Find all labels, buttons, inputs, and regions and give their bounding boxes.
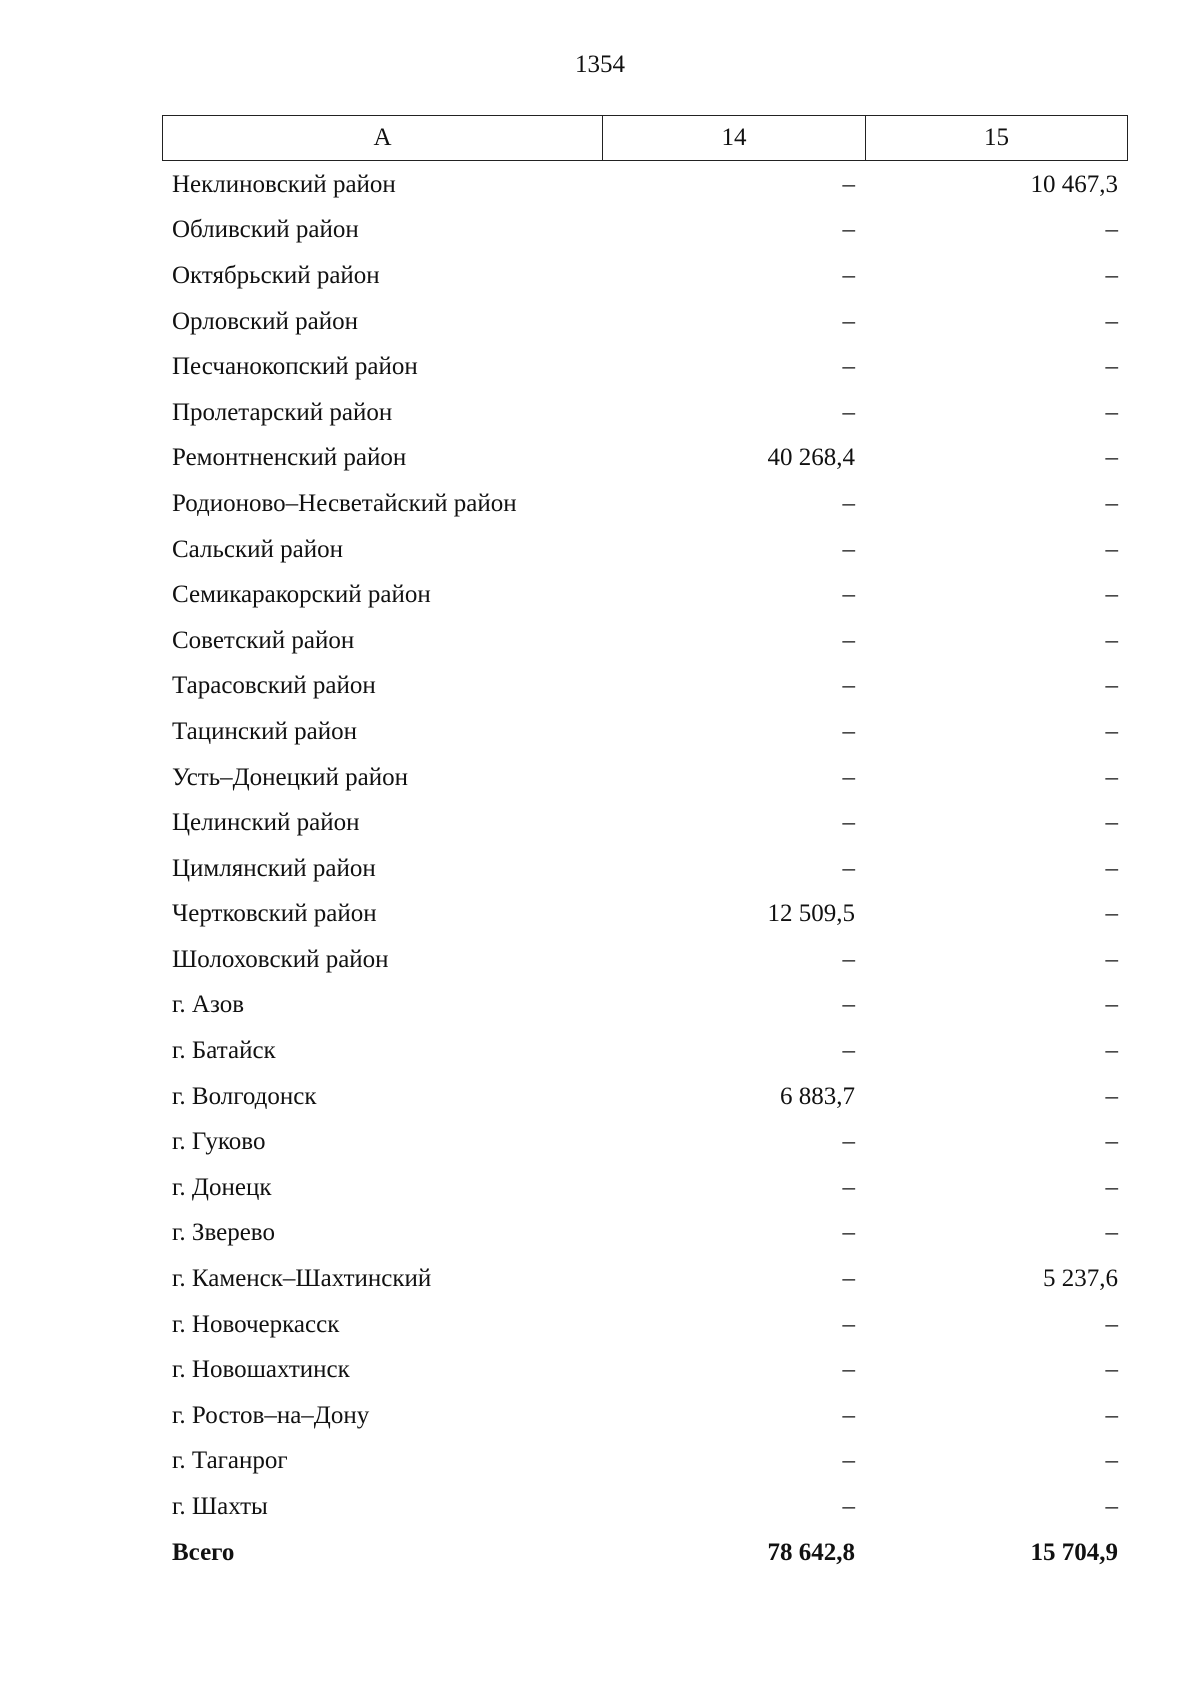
table-row <box>162 299 1128 345</box>
row-col15-cell: – <box>1105 1128 1118 1156</box>
table-row <box>162 800 1128 846</box>
row-col15-cell: 15 704,9 <box>1030 1538 1118 1566</box>
row-col15-cell: – <box>1105 854 1118 882</box>
row-col14-cell: – <box>842 1265 855 1293</box>
row-col15-cell: – <box>1105 489 1118 517</box>
row-name-cell: Тарасовский район <box>172 672 376 700</box>
row-col14-cell: – <box>842 1173 855 1201</box>
row-name-cell: Тацинский район <box>172 717 357 745</box>
row-col15-cell: – <box>1105 1447 1118 1475</box>
row-col14-cell: – <box>842 945 855 973</box>
row-col14-cell: 6 883,7 <box>780 1082 855 1110</box>
row-col15-cell: – <box>1105 945 1118 973</box>
header-cell-14: 14 <box>603 116 866 160</box>
row-col14-cell: – <box>842 1219 855 1247</box>
table-row <box>162 1211 1128 1257</box>
row-col14-cell: 78 642,8 <box>767 1538 855 1566</box>
row-col15-cell: – <box>1105 216 1118 244</box>
row-name-cell: Октябрьский район <box>172 261 380 289</box>
row-name-cell: Песчанокопский район <box>172 353 418 381</box>
row-col15-cell: – <box>1105 261 1118 289</box>
row-col15-cell: – <box>1105 1037 1118 1065</box>
header-cell-a: А <box>163 116 603 160</box>
row-col14-cell: – <box>842 1401 855 1429</box>
row-name-cell: Пролетарский район <box>172 398 393 426</box>
row-col14-cell: – <box>842 1037 855 1065</box>
table-row <box>162 1256 1128 1302</box>
data-table <box>162 115 1128 1575</box>
row-name-cell: Усть–Донецкий район <box>172 763 409 791</box>
row-name-cell: г. Донецк <box>172 1173 272 1201</box>
header-cell-15: 15 <box>984 124 1009 151</box>
row-col14-cell: – <box>842 763 855 791</box>
table-row <box>162 664 1128 710</box>
row-name-cell: г. Батайск <box>172 1037 276 1065</box>
row-name-cell: Орловский район <box>172 307 358 335</box>
row-col14-cell: – <box>842 170 855 198</box>
row-col15-cell: – <box>1105 1493 1118 1521</box>
row-name-cell: г. Каменск–Шахтинский <box>172 1265 432 1293</box>
row-col15-cell: – <box>1105 398 1118 426</box>
table-row <box>162 1028 1128 1074</box>
table-row <box>162 527 1128 573</box>
row-name-cell: Советский район <box>172 626 355 654</box>
row-name-cell: г. Шахты <box>172 1493 268 1521</box>
table-row <box>162 253 1128 299</box>
row-name-cell: г. Гуково <box>172 1128 266 1156</box>
row-col15-cell: – <box>1105 900 1118 928</box>
row-col15-cell: – <box>1105 809 1118 837</box>
row-name-cell: Семикаракорский район <box>172 581 431 609</box>
row-col14-cell: – <box>842 353 855 381</box>
row-name-cell: г. Азов <box>172 991 245 1019</box>
row-name-cell: Цимлянский район <box>172 854 376 882</box>
row-col15-cell: – <box>1105 1219 1118 1247</box>
row-name-cell: Всего <box>172 1538 235 1566</box>
table-row <box>162 1074 1128 1120</box>
row-col14-cell: – <box>842 216 855 244</box>
table-row <box>162 1484 1128 1530</box>
table-row <box>162 755 1128 801</box>
table-row <box>162 983 1128 1029</box>
row-name-cell: г. Новошахтинск <box>172 1356 350 1384</box>
table-row <box>162 1393 1128 1439</box>
row-name-cell: Родионово–Несветайский район <box>172 489 517 517</box>
row-col14-cell: – <box>842 626 855 654</box>
table-row <box>162 162 1128 208</box>
table-header-row <box>162 115 1128 161</box>
table-row <box>162 208 1128 254</box>
row-col15-cell: – <box>1105 1310 1118 1338</box>
table-row <box>162 846 1128 892</box>
row-col14-cell: 40 268,4 <box>767 444 855 472</box>
row-col15-cell: – <box>1105 991 1118 1019</box>
row-col15-cell: – <box>1105 1173 1118 1201</box>
table-row <box>162 390 1128 436</box>
table-row <box>162 572 1128 618</box>
table-row <box>162 1165 1128 1211</box>
row-name-cell: Неклиновский район <box>172 170 396 198</box>
row-name-cell: Шолоховский район <box>172 945 389 973</box>
table-row <box>162 481 1128 527</box>
table-row <box>162 1119 1128 1165</box>
row-col14-cell: – <box>842 1356 855 1384</box>
row-col15-cell: – <box>1105 763 1118 791</box>
table-row <box>162 618 1128 664</box>
table-row <box>162 892 1128 938</box>
row-name-cell: г. Волгодонск <box>172 1082 317 1110</box>
table-row <box>162 709 1128 755</box>
row-col14-cell: – <box>842 854 855 882</box>
table-row <box>162 1302 1128 1348</box>
row-name-cell: Целинский район <box>172 809 360 837</box>
row-col14-cell: – <box>842 535 855 563</box>
row-col15-cell: – <box>1105 717 1118 745</box>
row-name-cell: г. Таганрог <box>172 1447 288 1475</box>
row-col15-cell: – <box>1105 444 1118 472</box>
row-col14-cell: 12 509,5 <box>767 900 855 928</box>
row-col14-cell: – <box>842 1447 855 1475</box>
row-name-cell: Ремонтненский район <box>172 444 407 472</box>
row-col14-cell: – <box>842 489 855 517</box>
row-col14-cell: – <box>842 991 855 1019</box>
table-row <box>162 1347 1128 1393</box>
row-col14-cell: – <box>842 398 855 426</box>
table-row <box>162 1439 1128 1485</box>
row-col15-cell: – <box>1105 535 1118 563</box>
table-row <box>162 436 1128 482</box>
row-col15-cell: – <box>1105 307 1118 335</box>
row-col15-cell: – <box>1105 353 1118 381</box>
row-col14-cell: – <box>842 809 855 837</box>
row-name-cell: г. Новочеркасск <box>172 1310 340 1338</box>
row-col14-cell: – <box>842 581 855 609</box>
row-col14-cell: – <box>842 1493 855 1521</box>
table-total-row <box>162 1530 1128 1576</box>
row-col15-cell: 5 237,6 <box>1043 1265 1118 1293</box>
table-row <box>162 344 1128 390</box>
row-col15-cell: – <box>1105 626 1118 654</box>
row-col15-cell: – <box>1105 672 1118 700</box>
row-col15-cell: 10 467,3 <box>1030 170 1118 198</box>
row-col15-cell: – <box>1105 1082 1118 1110</box>
row-name-cell: Обливский район <box>172 216 359 244</box>
row-col14-cell: – <box>842 1128 855 1156</box>
row-col14-cell: – <box>842 307 855 335</box>
row-col15-cell: – <box>1105 581 1118 609</box>
row-col15-cell: – <box>1105 1401 1118 1429</box>
table-body <box>162 162 1128 1575</box>
row-name-cell: г. Зверево <box>172 1219 275 1247</box>
row-col14-cell: – <box>842 717 855 745</box>
row-name-cell: г. Ростов–на–Дону <box>172 1401 370 1429</box>
row-name-cell: Чертковский район <box>172 900 377 928</box>
row-col15-cell: – <box>1105 1356 1118 1384</box>
page-number: 1354 <box>575 51 625 78</box>
row-col14-cell: – <box>842 1310 855 1338</box>
table-row <box>162 937 1128 983</box>
row-col14-cell: – <box>842 672 855 700</box>
row-col14-cell: – <box>842 261 855 289</box>
row-name-cell: Сальский район <box>172 535 343 563</box>
